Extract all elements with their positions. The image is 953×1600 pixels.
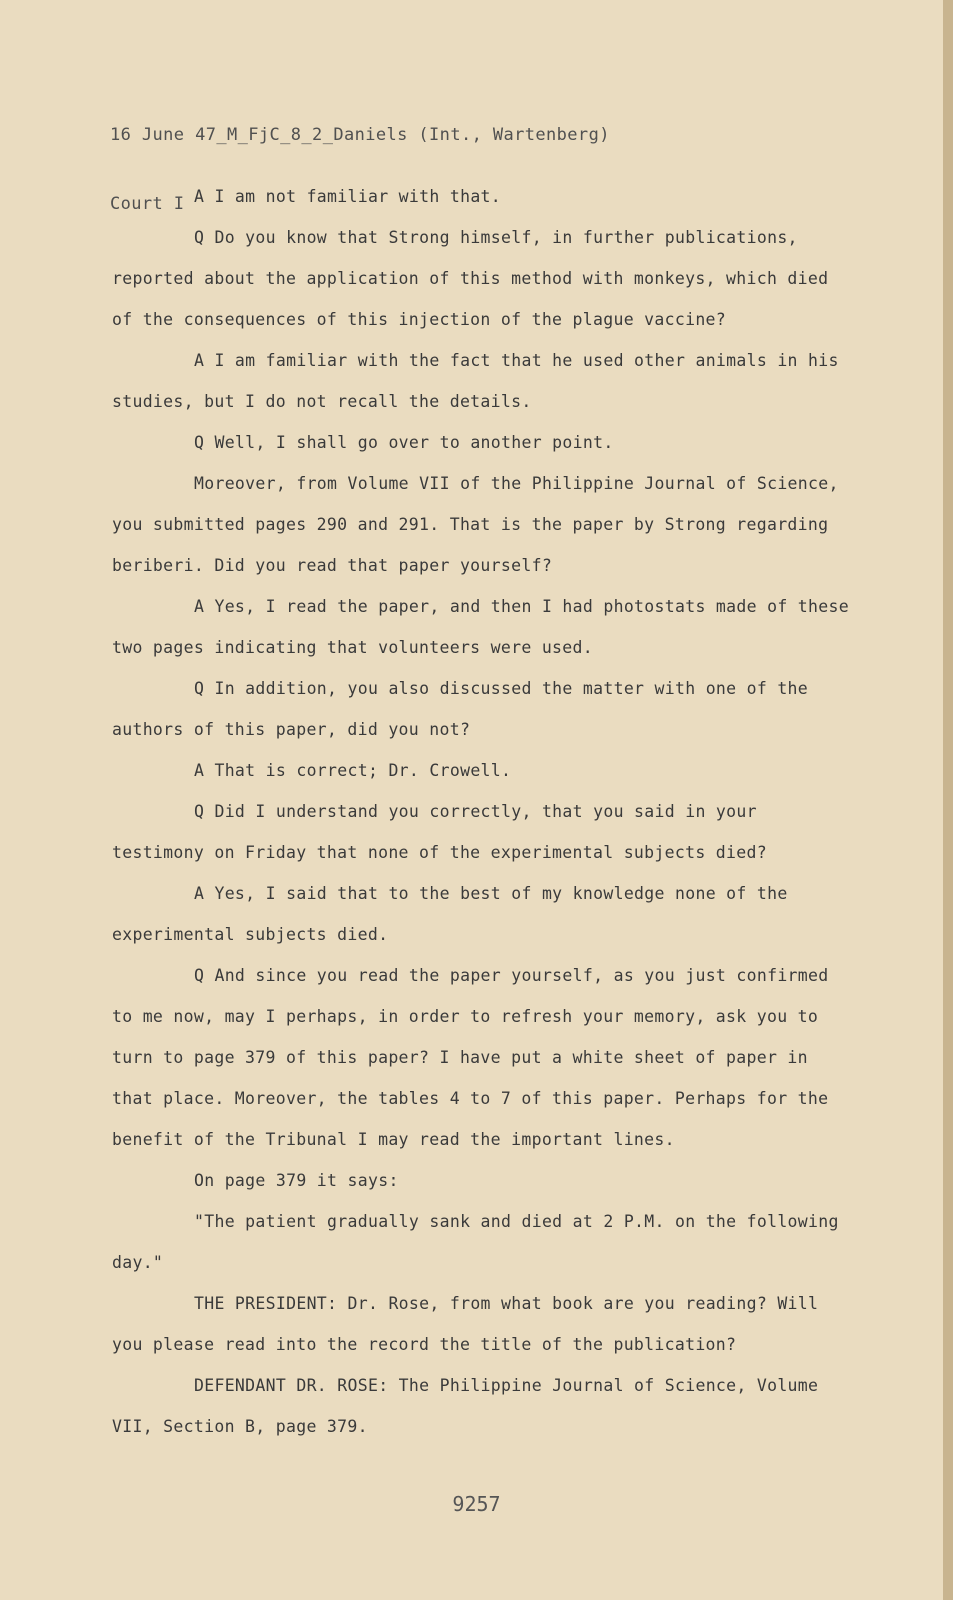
- answer-paragraph: A I am familiar with the fact that he used other animals in his studies, but I do not recall the details.: [112, 351, 839, 411]
- reading-intro-paragraph: On page 379 it says:: [194, 1171, 399, 1190]
- question-paragraph: Q Well, I shall go over to another point.: [194, 433, 614, 452]
- page-number: 9257: [452, 1492, 501, 1516]
- answer-paragraph: A I am not familiar with that.: [194, 187, 502, 206]
- answer-paragraph: A That is correct; Dr. Crowell.: [194, 761, 512, 780]
- header-line-court: Court I: [110, 194, 185, 214]
- question-paragraph: Q And since you read the paper yourself, as you just confirmed to me now, may I perhaps, in order to refresh your memory, ask you to turn to page 379 of this paper? I have put a white sheet of paper in that place. Moreover, the tables 4 to 7 of this paper. Perhaps for the benefit of the Tribunal I may read the important lines.: [112, 966, 829, 1149]
- president-statement-paragraph: THE PRESIDENT: Dr. Rose, from what book are you reading? Will you please read into the record the title of the publication?: [112, 1294, 819, 1354]
- defendant-statement-paragraph: DEFENDANT DR. ROSE: The Philippine Journal of Science, Volume VII, Section B, page 379.: [112, 1376, 819, 1436]
- transcript-body: [112, 176, 852, 1447]
- question-continuation-paragraph: Moreover, from Volume VII of the Philippine Journal of Science, you submitted pages 290 and 291. That is the paper by Strong regarding beriberi. Did you read that paper yourself?: [112, 474, 839, 575]
- question-paragraph: Q Do you know that Strong himself, in further publications, reported about the application of this method with monkeys, which died of the consequences of this injection of the plague vaccine?: [112, 228, 829, 329]
- answer-paragraph: A Yes, I read the paper, and then I had photostats made of these two pages indicating that volunteers were used.: [112, 597, 849, 657]
- quotation-paragraph: "The patient gradually sank and died at 2 P.M. on the following day.": [112, 1212, 839, 1272]
- header-line-date-case: 16 June 47_M_FjC_8_2_Daniels (Int., Wartenberg): [110, 125, 610, 145]
- page-edge: [943, 0, 953, 1600]
- answer-paragraph: A Yes, I said that to the best of my knowledge none of the experimental subjects died.: [112, 884, 788, 944]
- question-paragraph: Q In addition, you also discussed the matter with one of the authors of this paper, did you not?: [112, 679, 809, 739]
- question-paragraph: Q Did I understand you correctly, that you said in your testimony on Friday that none of the experimental subjects died?: [112, 802, 767, 862]
